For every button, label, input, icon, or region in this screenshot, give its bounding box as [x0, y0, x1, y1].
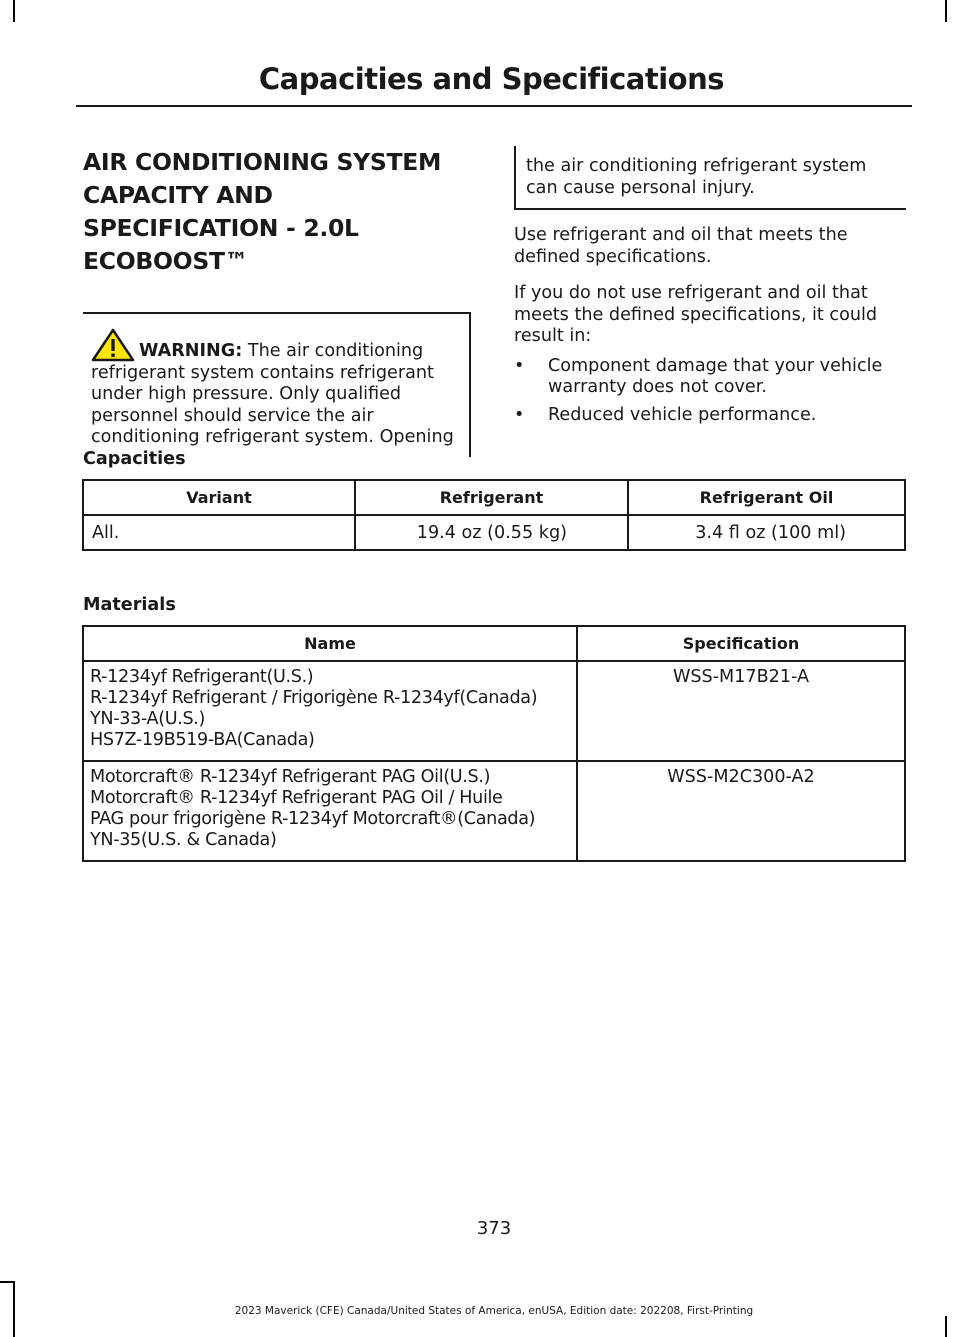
warning-label: WARNING:: [139, 341, 243, 361]
materials-table: [82, 625, 906, 862]
name-line: YN-35(U.S. & Canada): [90, 830, 277, 850]
table-cell: [83, 661, 577, 761]
warning-triangle-icon: [91, 328, 135, 362]
right-column: [514, 146, 906, 432]
table-row: [83, 515, 905, 550]
consequence-list: [514, 356, 906, 427]
column-header: Refrigerant Oil: [628, 480, 905, 515]
warning-box: [83, 312, 471, 457]
header-rule: [76, 105, 912, 107]
table-header-row: [83, 626, 905, 661]
body-paragraph: Use refrigerant and oil that meets the defined specifications.: [514, 225, 848, 267]
capacities-title: Capacities: [83, 449, 186, 469]
body-paragraph: If you do not use refrigerant and oil that meets the defined specifications, it could result in:: [514, 283, 878, 346]
section-heading: [83, 146, 473, 278]
column-header: Refrigerant: [355, 480, 628, 515]
name-line: HS7Z-19B519-BA(Canada): [90, 730, 315, 750]
name-line: Motorcraft® R-1234yf Refrigerant PAG Oil / Huile: [90, 788, 503, 808]
page-header-title: Capacities and Specifications: [258, 62, 724, 96]
column-header: Specification: [577, 626, 905, 661]
section-heading-line: ECOBOOST™: [83, 247, 248, 275]
table-cell: WSS-M2C300-A2: [577, 761, 905, 861]
left-column: [83, 146, 473, 457]
table-header-row: [83, 480, 905, 515]
column-header: Name: [83, 626, 577, 661]
bullet-symbol: •: [514, 355, 525, 376]
table-cell: [83, 761, 577, 861]
table-row: [83, 761, 905, 861]
name-line: Motorcraft® R-1234yf Refrigerant PAG Oil(U.S.): [90, 767, 491, 787]
table-cell: WSS-M17B21-A: [577, 661, 905, 761]
crop-mark-top-right: [945, 0, 947, 22]
list-item-text: Reduced vehicle performance.: [548, 404, 817, 425]
capacities-table: [82, 479, 906, 551]
table-cell: 19.4 oz (0.55 kg): [355, 515, 628, 550]
name-line: R-1234yf Refrigerant / Frigorigène R-1234yf(Canada): [90, 688, 538, 708]
crop-mark-top-left: [13, 0, 15, 22]
list-item: [514, 356, 906, 399]
name-line: YN-33-A(U.S.): [90, 709, 206, 729]
table-cell: All.: [83, 515, 355, 550]
section-heading-line: AIR CONDITIONING SYSTEM: [83, 148, 442, 176]
list-item-text: Component damage that your vehicle warranty does not cover.: [548, 355, 883, 397]
name-line: PAG pour frigorigène R-1234yf Motorcraft®(Canada): [90, 809, 536, 829]
crop-mark-bottom-left-h: [0, 1281, 15, 1283]
section-heading-line: CAPACITY AND: [83, 181, 273, 209]
section-heading-line: SPECIFICATION - 2.0L: [83, 214, 359, 242]
crop-mark-bottom-right: [945, 1316, 947, 1337]
table-cell: 3.4 fl oz (100 ml): [628, 515, 905, 550]
list-item: [514, 405, 906, 427]
warning-text: The air conditioning refrigerant system contains refrigerant under high pressure. Only qualified personnel should service the air conditioning refrigerant system. Opening: [91, 341, 454, 447]
warning-continuation: the air conditioning refrigerant system can cause personal injury.: [514, 146, 906, 210]
footer-edition: 2023 Maverick (CFE) Canada/United States of America, enUSA, Edition date: 202208, First-Printing: [234, 1305, 754, 1317]
bullet-symbol: •: [514, 404, 525, 425]
table-row: [83, 661, 905, 761]
name-line: R-1234yf Refrigerant(U.S.): [90, 667, 314, 687]
materials-title: Materials: [83, 595, 176, 615]
column-header: Variant: [83, 480, 355, 515]
page-number: 373: [476, 1218, 512, 1239]
